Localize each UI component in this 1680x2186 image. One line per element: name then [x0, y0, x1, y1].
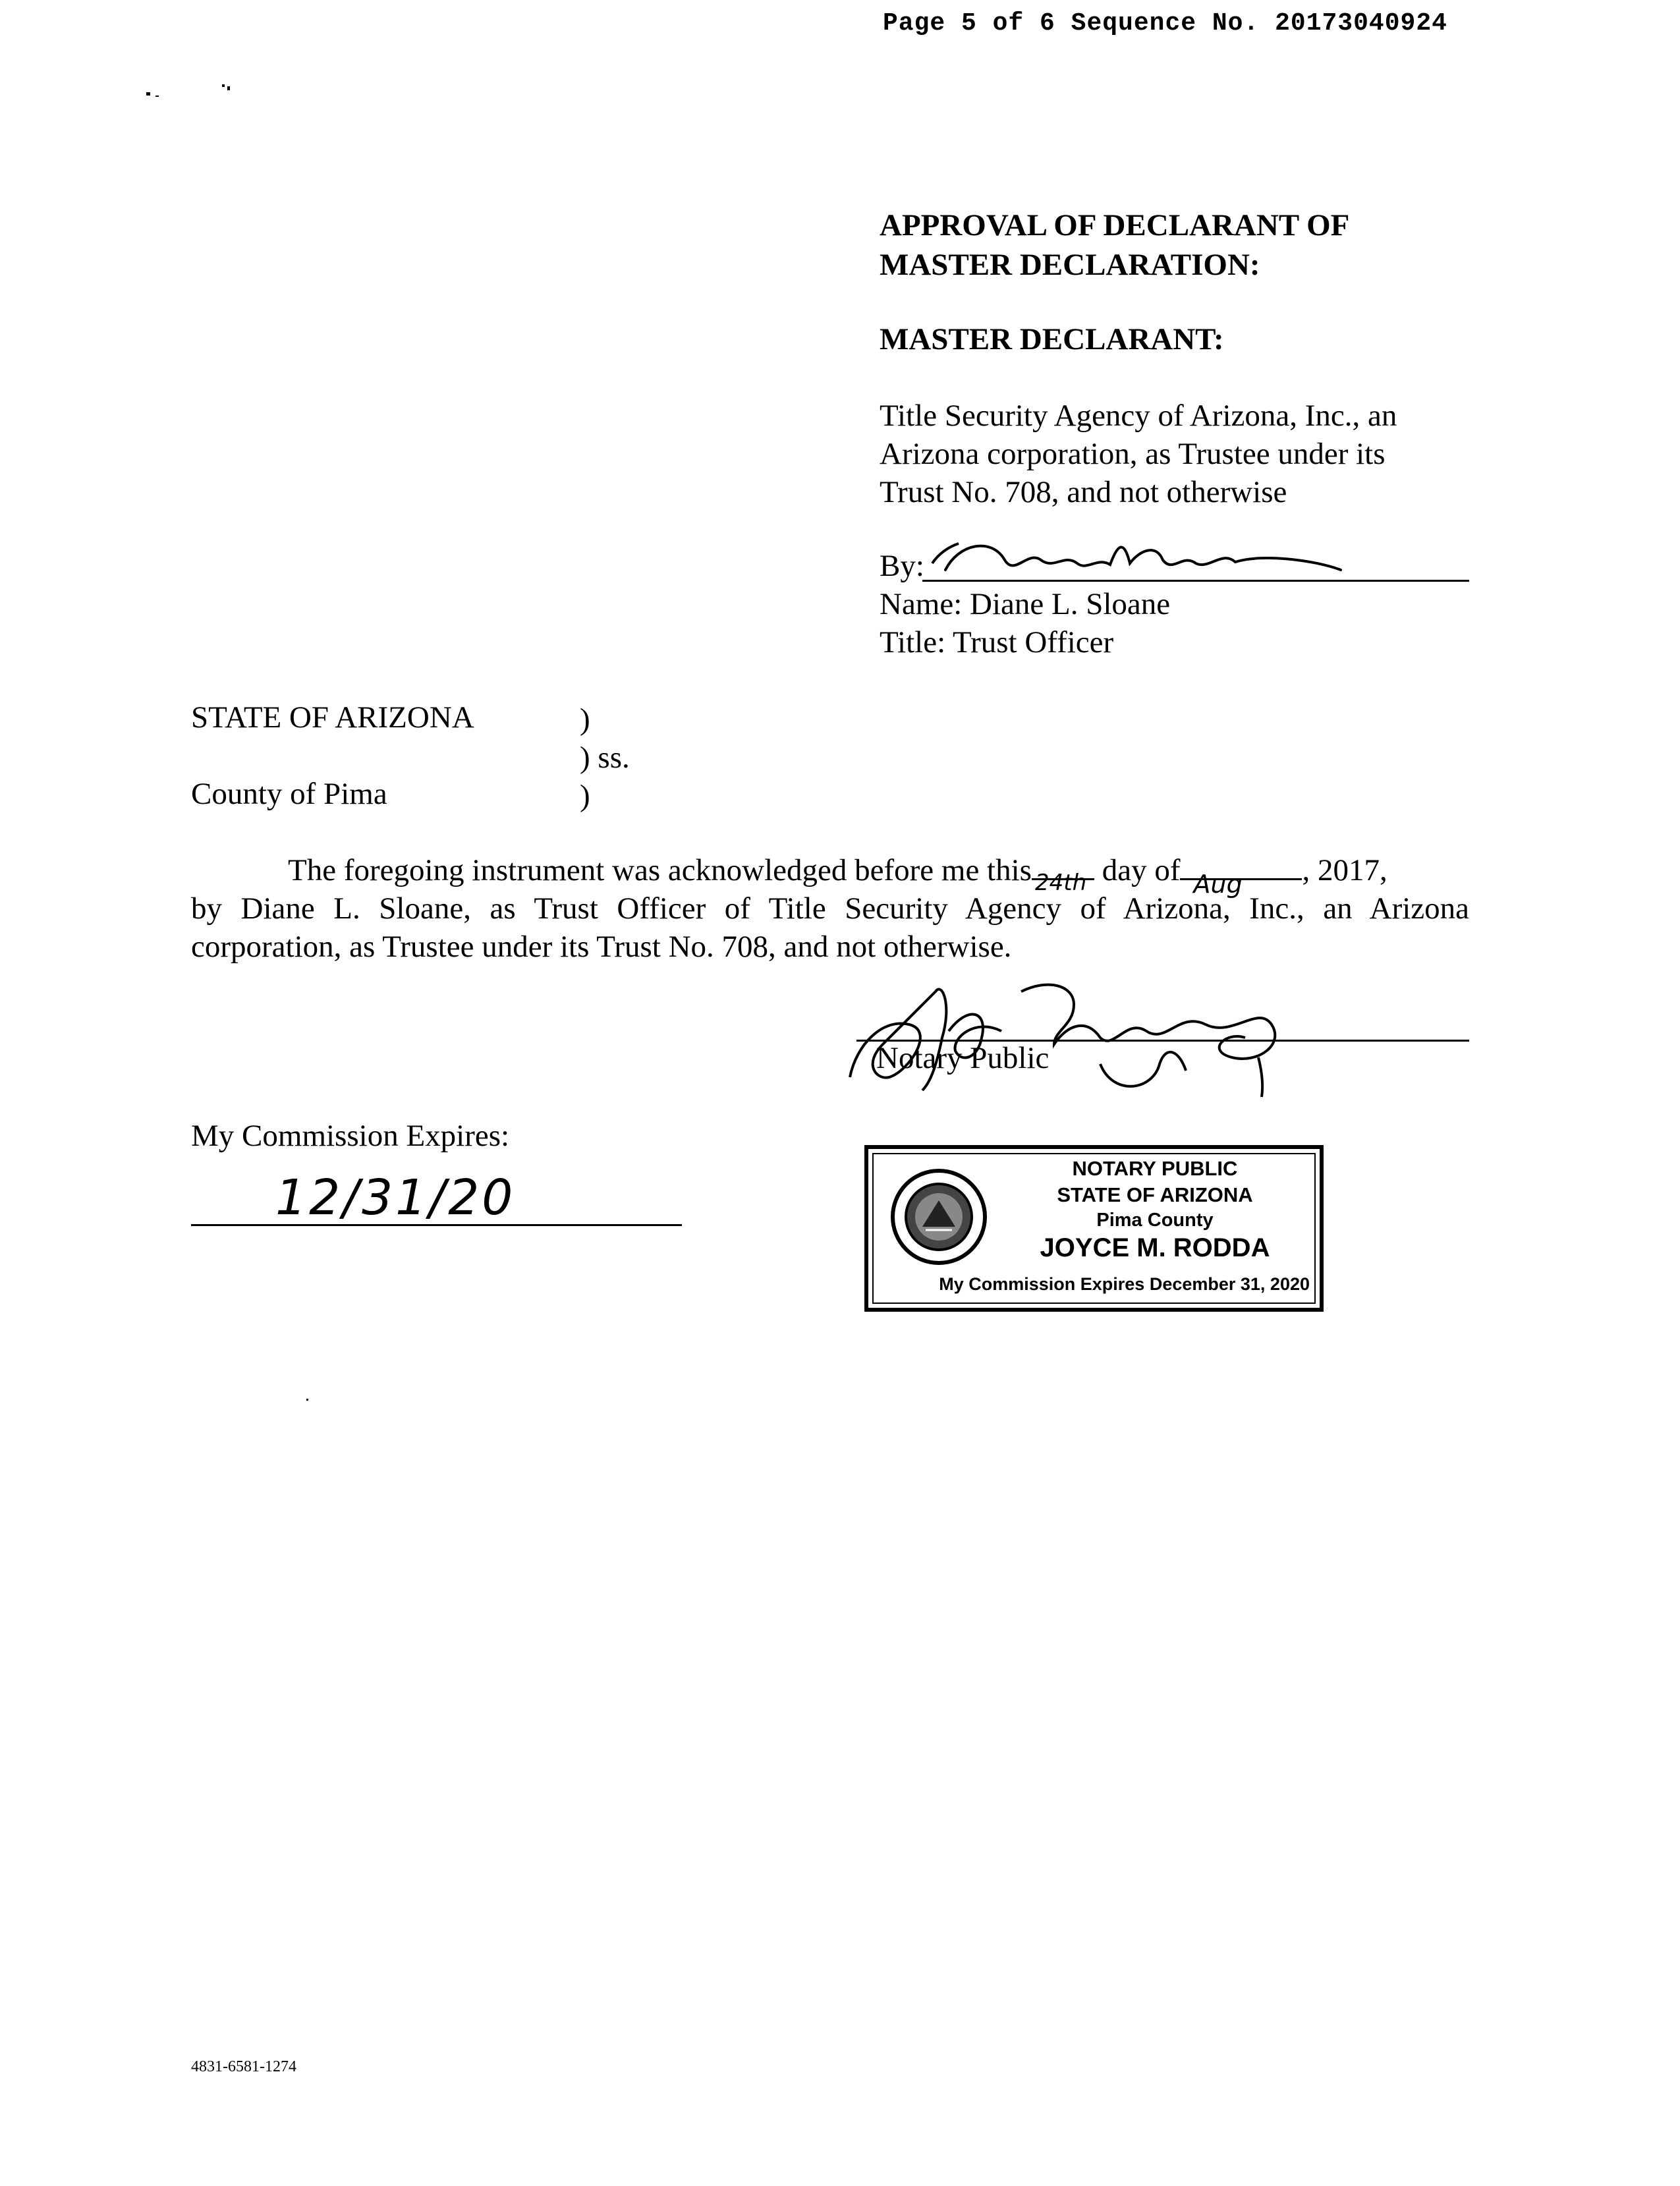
- entity-line1: Title Security Agency of Arizona, Inc., an: [880, 399, 1397, 433]
- day-blank: [1032, 870, 1094, 896]
- scan-speck: [306, 1399, 308, 1401]
- handwritten-day: 24th: [1034, 870, 1087, 896]
- venue-state: STATE OF ARIZONA: [191, 700, 474, 735]
- month-blank: [1180, 870, 1302, 899]
- signer-name: Name: Diane L. Sloane: [880, 587, 1171, 621]
- handwritten-month: Aug: [1193, 870, 1243, 899]
- entity-line3: Trust No. 708, and not otherwise: [880, 475, 1287, 509]
- commission-expires-label: My Commission Expires:: [191, 1119, 510, 1153]
- scan-speck: [222, 84, 225, 87]
- notary-stamp: [864, 1145, 1324, 1312]
- notary-signature: [837, 965, 1311, 1097]
- by-label: By:: [880, 549, 924, 583]
- ack-text-part3: , 2017,: [1302, 853, 1387, 887]
- approval-heading-line1: APPROVAL OF DECLARANT OF: [880, 208, 1350, 242]
- signer-title: Title: Trust Officer: [880, 625, 1114, 659]
- ack-text-part1: The foregoing instrument was acknowledged before me this: [288, 853, 1032, 887]
- stamp-line4: JOYCE M. RODDA: [1040, 1233, 1270, 1262]
- arizona-state-seal-icon: [889, 1167, 988, 1266]
- stamp-line2: STATE OF ARIZONA: [1057, 1183, 1253, 1206]
- stamp-line3: Pima County: [1096, 1210, 1214, 1231]
- acknowledgment-line3: corporation, as Trustee under its Trust No. 708, and not otherwise.: [191, 930, 1012, 964]
- acknowledgment-line1: [288, 851, 1387, 899]
- stamp-line5: My Commission Expires December 31, 2020: [939, 1274, 1310, 1294]
- page-sequence-stamp: Page 5 of 6 Sequence No. 20173040924: [883, 9, 1447, 38]
- handwritten-expiry-date: 12/31/20: [275, 1169, 516, 1226]
- ack-text-part2: day of: [1102, 853, 1181, 887]
- scan-speck: [227, 86, 230, 90]
- scan-speck: [146, 92, 150, 96]
- venue-ss: ) ss.: [580, 741, 630, 775]
- declarant-signature: [919, 524, 1367, 590]
- approval-heading-line2: MASTER DECLARATION:: [880, 248, 1260, 282]
- venue-county: County of Pima: [191, 777, 387, 811]
- document-id: 4831-6581-1274: [191, 2058, 296, 2075]
- notary-public-label: Notary Public: [876, 1041, 1050, 1075]
- entity-line2: Arizona corporation, as Trustee under its: [880, 437, 1386, 471]
- stamp-line1: NOTARY PUBLIC: [1072, 1157, 1238, 1180]
- master-declarant-heading: MASTER DECLARANT:: [880, 322, 1224, 356]
- acknowledgment-line2: by Diane L. Sloane, as Trust Officer of Title Security Agency of Arizona, Inc., an Arizona: [191, 891, 1469, 926]
- venue-paren-top: ): [580, 702, 590, 737]
- scan-speck: [155, 96, 159, 97]
- venue-paren-bottom: ): [580, 779, 590, 813]
